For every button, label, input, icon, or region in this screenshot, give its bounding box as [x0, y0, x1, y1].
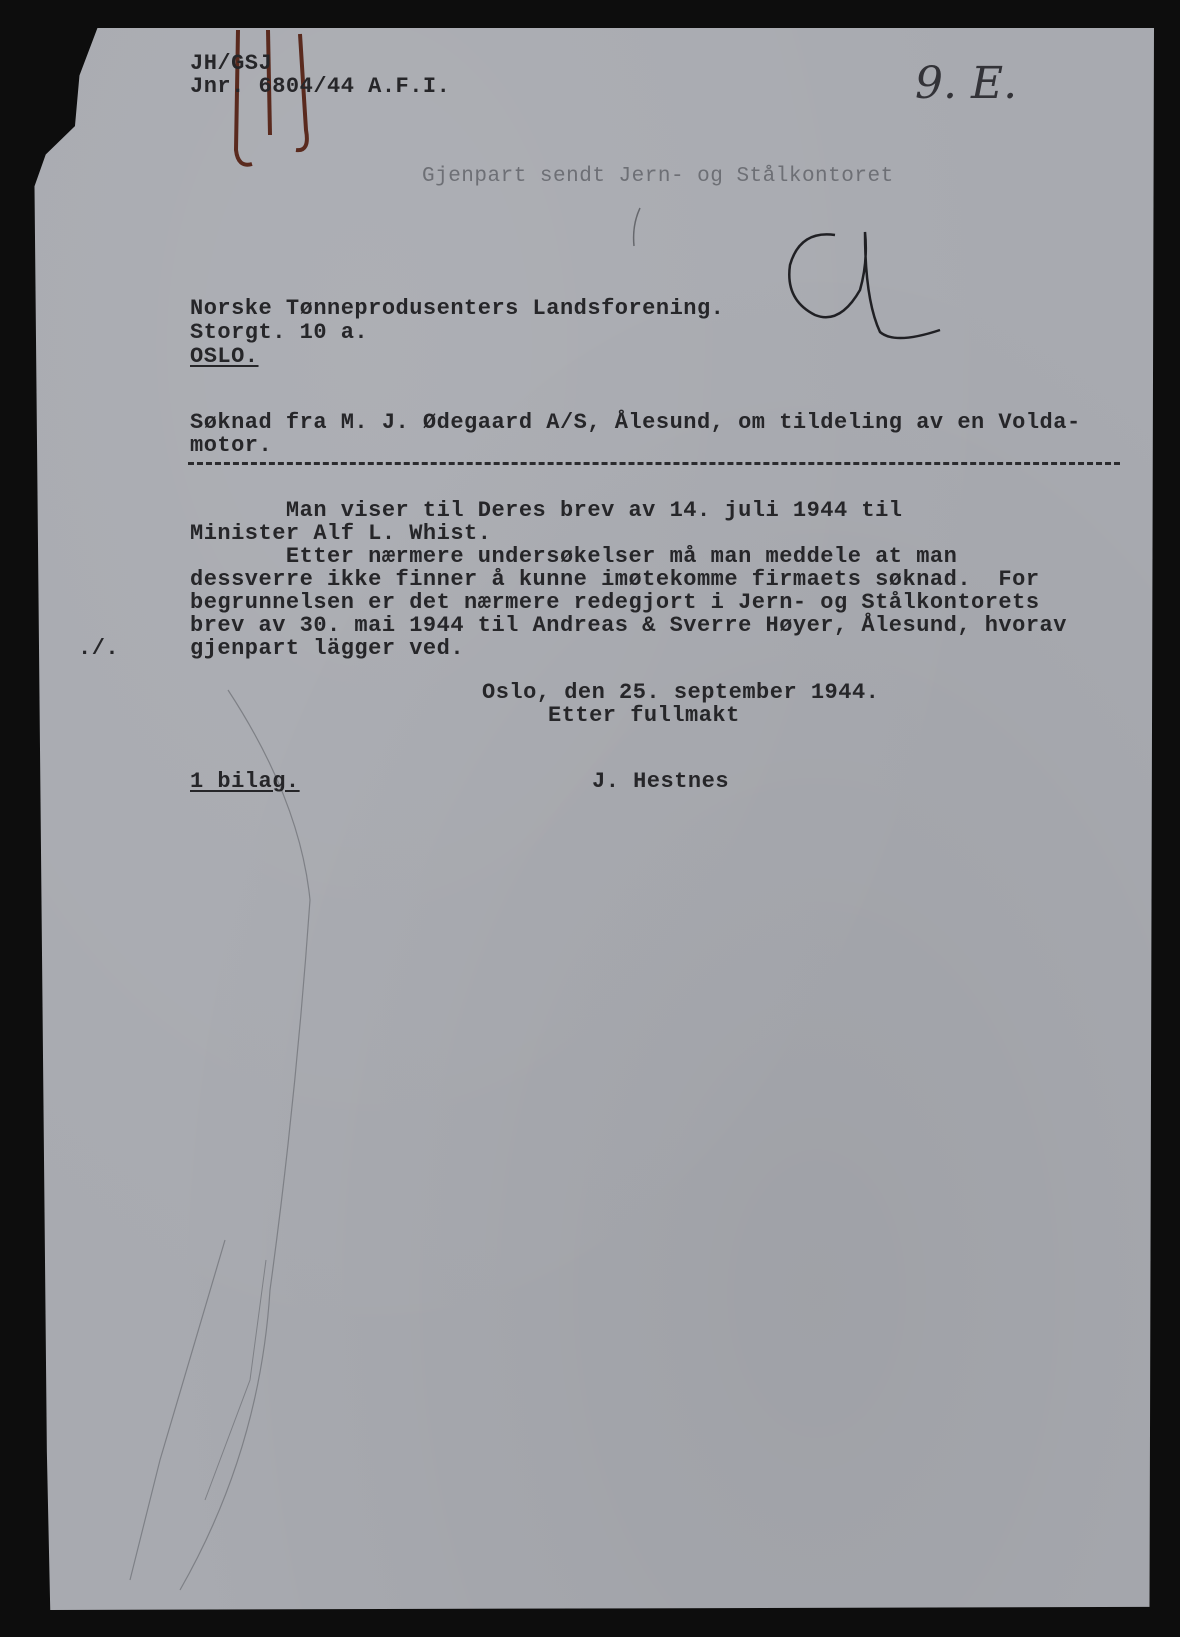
enclosure-count: 1 bilag. [190, 769, 300, 794]
subject-divider [188, 462, 1120, 465]
handwritten-letter-a [789, 232, 940, 338]
body-line: Minister Alf L. Whist. [190, 521, 492, 546]
subject-line-2: motor. [190, 433, 273, 458]
body-line: dessverre ikke finner å kunne imøtekomme firmaets søknad. For [190, 567, 1040, 592]
body-line: Man viser til Deres brev av 14. juli 1944 til [190, 498, 903, 523]
pencil-tick [634, 208, 640, 246]
recipient-name: Norske Tønneprodusenters Landsforening. [190, 296, 725, 321]
recipient-street: Storgt. 10 a. [190, 320, 369, 345]
subject-line-1: Søknad fra M. J. Ødegaard A/S, Ålesund, om tildeling av en Volda- [190, 410, 1081, 435]
body-line: brev av 30. mai 1944 til Andreas & Sverre Høyer, Ålesund, hvorav [190, 613, 1067, 638]
signature: J. Hestnes [592, 769, 730, 794]
reference-initials: JH/GSJ [190, 51, 273, 76]
copy-note: Gjenpart sendt Jern- og Stålkontoret [422, 165, 894, 188]
body-line: gjenpart lägger ved. [190, 636, 465, 661]
body-line: Etter nærmere undersøkelser må man meddele at man [190, 544, 958, 569]
journal-number: Jnr. 6804/44 A.F.I. [190, 74, 451, 99]
enclosure-margin-mark: ./. [78, 636, 120, 661]
place-date: Oslo, den 25. september 1944. [482, 680, 880, 705]
handwritten-code: 9. E. [915, 58, 1018, 109]
recipient-city: OSLO. [190, 344, 259, 369]
authority-line: Etter fullmakt [548, 703, 740, 728]
pencil-line [205, 1260, 266, 1500]
pencil-line [180, 690, 310, 1590]
body-line: begrunnelsen er det nærmere redegjort i Jern- og Stålkontorets [190, 590, 1040, 615]
